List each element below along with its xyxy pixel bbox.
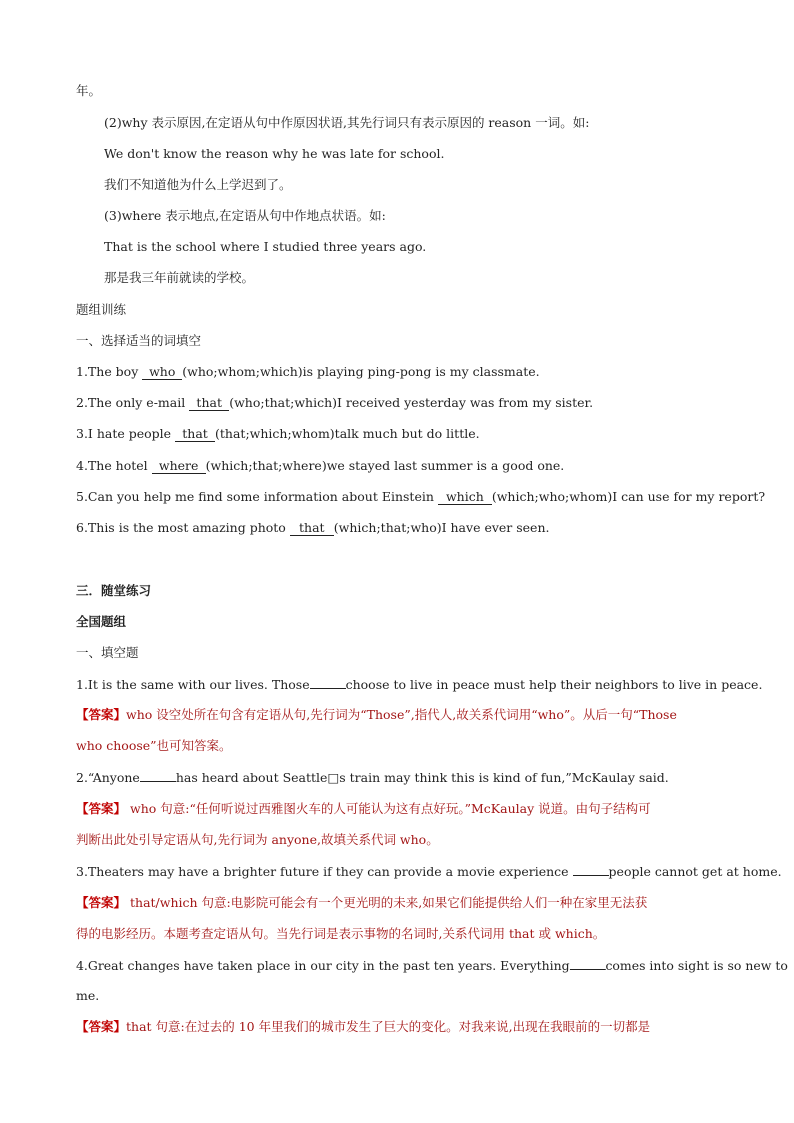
practice-title: 题组训练 (76, 302, 127, 317)
answer-2 (76, 800, 651, 818)
why-example-cn: 我们不知道他为什么上学迟到了。 (104, 177, 292, 192)
question-text: 3.Theaters may have a brighter future if they can provide a movie experience (76, 864, 573, 879)
question-text: (who;whom;which)is playing ping-pong is my classmate. (182, 364, 540, 379)
answer-1-cont: who choose”也可知答案。 (76, 738, 232, 753)
answer-text: who 设空处所在句含有定语从句,先行词为“Those”,指代人,故关系代词用“who”。从后一句“Those (126, 707, 677, 722)
text-fragment: 年。 (76, 83, 102, 98)
question-text: comes into sight is so new to (605, 958, 788, 973)
answer-text: who 句意:“任何听说过西雅图火车的人可能认为这有点好玩。”McKaulay 说道。由句子结构可 (126, 801, 651, 816)
answer-blank: where (152, 458, 206, 474)
national-heading: 全国题组 (76, 614, 127, 629)
answer-text: that/which 句意:电影院可能会有一个更光明的未来,如果它们能提供给人们一种在家里无法获 (126, 895, 648, 910)
fill-blank (140, 768, 176, 782)
fill-blank (570, 956, 606, 970)
question-text: 4.Great changes have taken place in our city in the past ten years. Everything (76, 958, 570, 973)
question-text: 5.Can you help me find some information about Einstein (76, 489, 438, 504)
answer-blank: which (438, 489, 492, 505)
answer-blank: who (142, 364, 182, 380)
question-text: 1.It is the same with our lives. Those (76, 677, 310, 692)
question-text: choose to live in peace must help their neighbors to live in peace. (345, 677, 763, 692)
answer-tag: 【答案】 (76, 1019, 127, 1034)
question-4 (76, 956, 788, 975)
answer-3-cont: 得的电影经历。本题考查定语从句。当先行词是表示事物的名词时,关系代词用 that 或 which。 (76, 926, 606, 941)
answer-blank: that (189, 395, 229, 411)
question-text: (that;which;whom)talk much but do little. (215, 426, 480, 441)
question-2 (76, 768, 669, 787)
answer-4 (76, 1018, 650, 1036)
answer-tag: 【答案】 (76, 895, 127, 910)
choose-item (76, 425, 480, 443)
choose-item (76, 363, 540, 381)
answer-text: that 句意:在过去的 10 年里我们的城市发生了巨大的变化。对我来说,出现在我眼前的一切都是 (126, 1019, 651, 1034)
question-text: people cannot get at home. (608, 864, 782, 879)
fill-section-title: 一、填空题 (76, 645, 139, 660)
fill-blank (573, 862, 609, 876)
question-text: 2.The only e-mail (76, 395, 190, 410)
question-text: (which;that;where)we stayed last summer is a good one. (205, 458, 565, 473)
section-heading: 三．随堂练习 (76, 583, 152, 598)
where-rule: (3)where 表示地点,在定语从句中作地点状语。如: (104, 208, 386, 223)
question-text: (who;that;which)I received yesterday was from my sister. (229, 395, 594, 410)
why-rule: (2)why 表示原因,在定语从句中作原因状语,其先行词只有表示原因的 reason 一词。如: (104, 115, 590, 130)
question-text: (which;that;who)I have ever seen. (333, 520, 550, 535)
question-text: (which;who;whom)I can use for my report? (491, 489, 766, 504)
question-text: 4.The hotel (76, 458, 152, 473)
choose-section-title: 一、选择适当的词填空 (76, 333, 202, 348)
answer-2-cont: 判断出此处引导定语从句,先行词为 anyone,故填关系代词 who。 (76, 832, 439, 847)
choose-item (76, 519, 549, 537)
where-example-en: That is the school where I studied three years ago. (104, 239, 427, 254)
answer-blank: that (175, 426, 215, 442)
question-1 (76, 675, 762, 694)
question-text: has heard about Seattle□s train may think this is kind of fun,”McKaulay said. (175, 770, 669, 785)
answer-tag: 【答案】 (76, 707, 127, 722)
question-text: 6.This is the most amazing photo (76, 520, 290, 535)
answer-tag: 【答案】 (76, 801, 127, 816)
choose-item (76, 394, 593, 412)
question-3 (76, 862, 782, 881)
where-example-cn: 那是我三年前就读的学校。 (104, 270, 255, 285)
question-4-cont: me. (76, 988, 100, 1003)
question-text: 3.I hate people (76, 426, 176, 441)
choose-item (76, 457, 564, 475)
why-example-en: We don't know the reason why he was late for school. (104, 146, 445, 161)
fill-blank (310, 675, 346, 689)
choose-item (76, 488, 765, 506)
answer-1 (76, 706, 677, 724)
answer-3 (76, 894, 647, 912)
question-text: 1.The boy (76, 364, 143, 379)
answer-blank: that (290, 520, 334, 536)
question-text: 2.“Anyone (76, 770, 140, 785)
